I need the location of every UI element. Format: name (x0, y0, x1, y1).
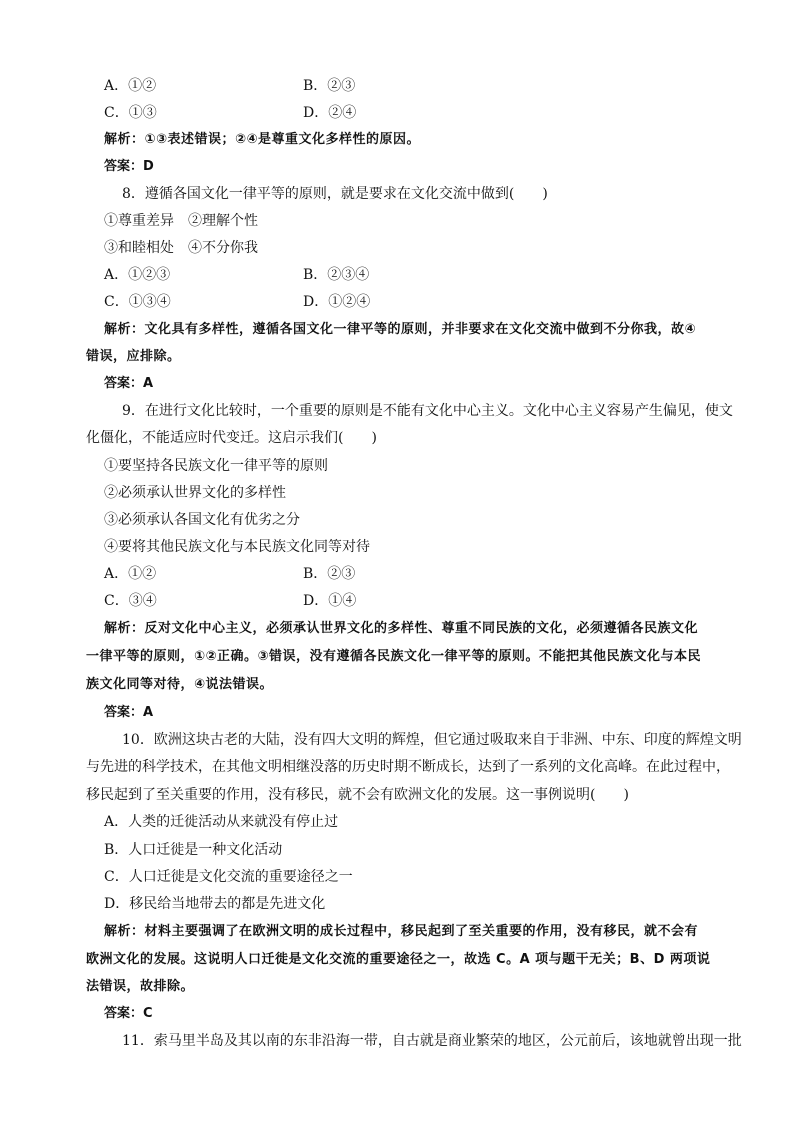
q7-option-c: C．①③ (104, 105, 157, 121)
q9-analysis-line-3: 族文化同等对待，④说法错误。 (86, 677, 274, 692)
q8-analysis-line-2: 错误，应排除。 (86, 349, 181, 364)
q10-option-b: B．人口迁徙是一种文化活动 (104, 842, 283, 858)
q8-stem: 8．遵循各国文化一律平等的原则，就是要求在文化交流中做到( ) (122, 186, 548, 202)
q10-option-c: C．人口迁徙是文化交流的重要途径之一 (104, 869, 353, 885)
q9-item-2: ②必须承认世界文化的多样性 (104, 485, 286, 501)
q8-option-c: C．①③④ (104, 294, 171, 310)
q10-analysis-line-3: 法错误，故排除。 (86, 979, 195, 994)
q9-item-4: ④要将其他民族文化与本民族文化同等对待 (104, 539, 370, 555)
q10-analysis-line-1: 解析：材料主要强调了在欧洲文明的成长过程中，移民起到了至关重要的作用，没有移民，就不会有 (104, 924, 699, 939)
q9-item-1: ①要坚持各民族文化一律平等的原则 (104, 458, 328, 474)
q10-option-d: D．移民给当地带去的都是先进文化 (104, 896, 326, 912)
q9-option-d: D．①④ (303, 593, 357, 609)
q7-option-b: B．②③ (303, 78, 356, 94)
q8-items-line-1: ①尊重差异 ②理解个性 (104, 213, 258, 229)
q8-analysis-line-1: 解析：文化具有多样性，遵循各国文化一律平等的原则，并非要求在文化交流中做到不分你我，故④ (104, 322, 697, 337)
q9-item-3: ③必须承认各国文化有优劣之分 (104, 512, 300, 528)
q7-answer: 答案：D (104, 159, 154, 174)
q10-stem-line-2: 与先进的科学技术，在其他文明相继没落的历史时期不断成长，达到了一系列的文化高峰。在此过程中， (86, 759, 730, 775)
q8-option-a: A．①②③ (104, 267, 171, 283)
q7-option-d: D．②④ (303, 105, 357, 121)
q9-analysis-line-1: 解析：反对文化中心主义，必须承认世界文化的多样性、尊重不同民族的文化，必须遵循各民族文化 (104, 621, 699, 636)
q9-option-c: C．③④ (104, 593, 157, 609)
q9-option-b: B．②③ (303, 566, 356, 582)
q10-stem-line-3: 移民起到了至关重要的作用，没有移民，就不会有欧洲文化的发展。这一事例说明( ) (86, 787, 629, 803)
q10-option-a: A．人类的迁徙活动从来就没有停止过 (104, 814, 339, 830)
q9-option-a: A．①② (104, 566, 157, 582)
q11-stem-line-1: 11．索马里半岛及其以南的东非沿海一带，自古就是商业繁荣的地区，公元前后，该地就曾出现一批 (122, 1033, 742, 1049)
q7-analysis: 解析：①③表述错误；②④是尊重文化多样性的原因。 (104, 132, 421, 147)
q10-stem-line-1: 10．欧洲这块古老的大陆，没有四大文明的辉煌，但它通过吸取来自于非洲、中东、印度的辉煌文明 (122, 732, 742, 748)
q10-answer: 答案：C (104, 1006, 153, 1021)
q9-stem-line-1: 9．在进行文化比较时，一个重要的原则是不能有文化中心主义。文化中心主义容易产生偏见，使文 (122, 403, 733, 419)
q8-items-line-2: ③和睦相处 ④不分你我 (104, 240, 258, 256)
q9-answer: 答案：A (104, 705, 154, 720)
q9-analysis-line-2: 一律平等的原则，①②正确。③错误，没有遵循各民族文化一律平等的原则。不能把其他民族文化与本民 (86, 649, 702, 664)
q10-analysis-line-2: 欧洲文化的发展。这说明人口迁徙是文化交流的重要途径之一，故选 C。A 项与题干无关；B、D 两项说 (86, 952, 711, 967)
q8-answer: 答案：A (104, 376, 154, 391)
q7-option-a: A．①② (104, 78, 157, 94)
q8-option-b: B．②③④ (303, 267, 370, 283)
q9-stem-line-2: 化僵化，不能适应时代变迁。这启示我们( ) (86, 430, 377, 446)
q8-option-d: D．①②④ (303, 294, 371, 310)
